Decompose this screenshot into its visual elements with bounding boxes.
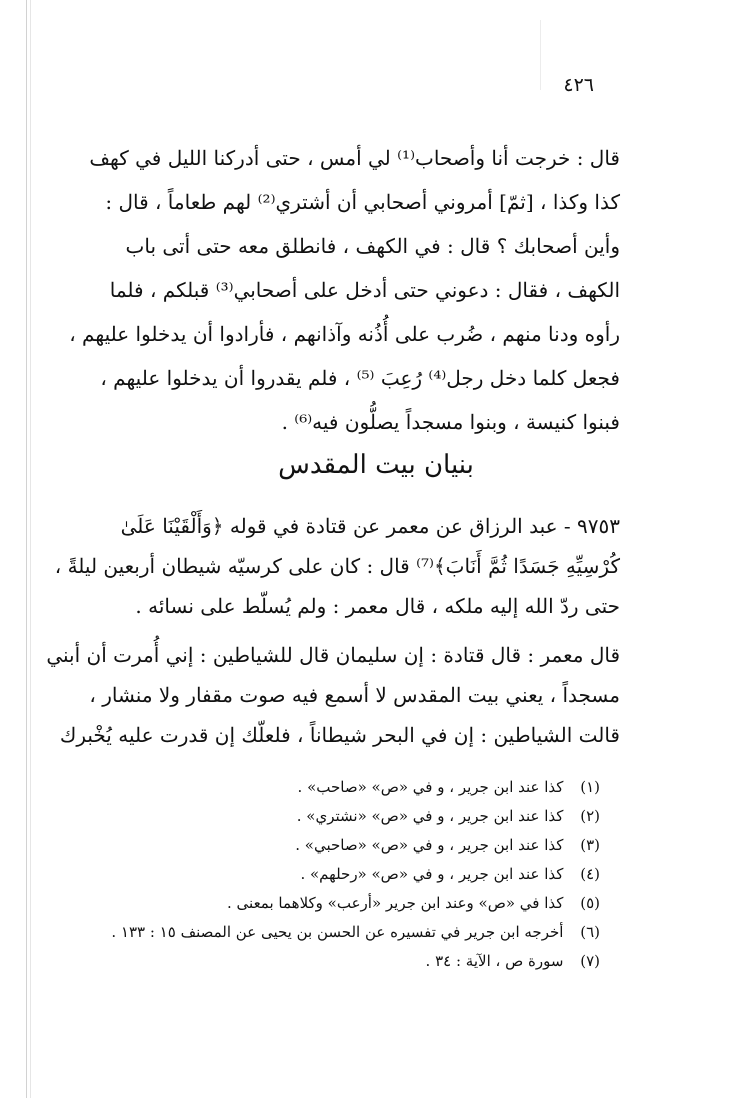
footnote-text: سورة ص ، الآية : ٣٤ . — [425, 952, 564, 970]
footnote-text: كذا عند ابن جرير ، و في «ص» «صاحب» . — [297, 778, 564, 796]
footnote-number: (٧) — [580, 952, 600, 970]
text-line: ٩٧٥٣ - عبد الرزاق عن معمر عن قتادة في قوله ﴿وَأَلْقَيْنَا عَلَىٰ — [120, 514, 620, 538]
footnote-item — [111, 918, 600, 947]
text-line: قال معمر : قال قتادة : إن سليمان قال للشياطين : إني أُمرت أن أبني — [46, 643, 620, 667]
footnote-text: كذا عند ابن جرير ، و في «ص» «نشتري» . — [296, 807, 564, 825]
paragraph-cave-story — [69, 136, 620, 444]
text-line: الكهف ، فقال : دعوني حتى أدخل على أصحابي⁽³⁾ قبلكم ، فلما — [109, 278, 620, 302]
text-line: قالت الشياطين : إن في البحر شيطاناً ، فلعلّك إن قدرت عليه يُخْبرك — [59, 723, 620, 747]
footnotes — [111, 773, 600, 976]
footnote-item — [140, 802, 600, 831]
margin-rule-left-secondary — [30, 0, 31, 1098]
paragraph-mamar-qatada — [46, 635, 620, 755]
text-line: كُرْسِيِّهِ جَسَدًا ثُمَّ أَنَابَ﴾⁽⁷⁾ قال : كان على كرسيّه شيطان أربعين ليلةً ، — [54, 554, 620, 578]
footnote-item — [140, 947, 600, 976]
text-line: قال : خرجت أنا وأصحاب⁽¹⁾ لي أمس ، حتى أدركنا الليل في كهف — [89, 146, 620, 170]
margin-rule-left — [26, 0, 27, 1098]
footnote-number: (٢) — [580, 807, 600, 825]
footnote-text: أخرجه ابن جرير في تفسيره عن الحسن بن يحيى عن المصنف ١٥ : ١٣٣ . — [111, 923, 564, 941]
text-line: كذا وكذا ، [ثمّ] أمروني أصحابي أن أشتري⁽²⁾ لهم طعاماً ، قال : — [105, 190, 620, 214]
footnote-text: كذا عند ابن جرير ، و في «ص» «رحلهم» . — [300, 865, 564, 883]
footnote-number: (٥) — [580, 894, 600, 912]
footnote-number: (١) — [580, 778, 600, 796]
footnote-number: (٦) — [580, 923, 600, 941]
footnote-item — [140, 889, 600, 918]
text-line: فجعل كلما دخل رجل⁽⁴⁾ رُعِبَ ⁽⁵⁾ ، فلم يقدروا أن يدخلوا عليهم ، — [100, 366, 620, 390]
footnote-number: (٣) — [580, 836, 600, 854]
footnote-item — [140, 831, 600, 860]
footnote-item — [140, 773, 600, 802]
fold-mark — [540, 20, 541, 90]
section-heading: بنيان بيت المقدس — [278, 450, 474, 480]
text-line: مسجداً ، يعني بيت المقدس لا أسمع فيه صوت مقفار ولا منشار ، — [89, 683, 620, 707]
text-line: رأوه ودنا منهم ، ضُرب على أُذُنه وآذانهم ، فأرادوا أن يدخلوا عليهم ، — [69, 322, 620, 346]
text-line: فبنوا كنيسة ، وبنوا مسجداً يصلُّون فيه⁽⁶⁾ . — [281, 410, 620, 434]
footnote-item — [140, 860, 600, 889]
page-number: ٤٢٦ — [563, 74, 594, 96]
footnote-text: كذا عند ابن جرير ، و في «ص» «صاحبي» . — [295, 836, 564, 854]
footnote-text: كذا في «ص» وعند ابن جرير «أرعب» وكلاهما بمعنى . — [227, 894, 564, 912]
text-line: حتى ردّ الله إليه ملكه ، قال معمر : ولم يُسلّط على نسائه . — [135, 594, 620, 618]
text-line: وأين أصحابك ؟ قال : في الكهف ، فانطلق معه حتى أتى باب — [125, 234, 620, 258]
footnote-number: (٤) — [580, 865, 600, 883]
paragraph-hadith-9753 — [54, 506, 620, 626]
